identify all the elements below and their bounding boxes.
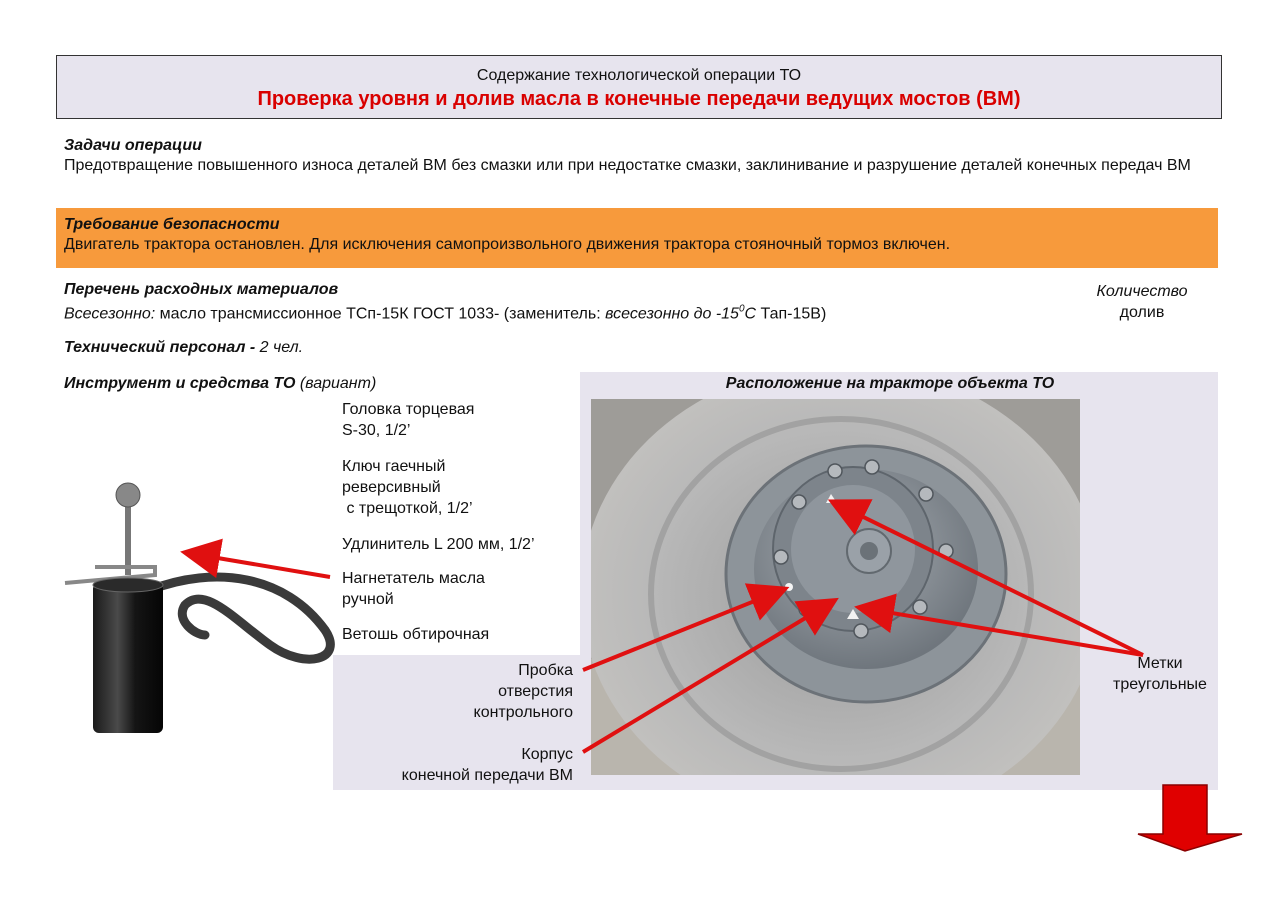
staff-label: Технический персонал - xyxy=(64,339,260,356)
tools-heading: Инструмент и средства ТО xyxy=(64,375,296,392)
materials-oil: масло трансмиссионное ТСп-15К ГОСТ 1033- (заменитель: xyxy=(155,305,606,323)
tool-rags: Ветошь обтирочная xyxy=(342,626,490,643)
materials-season-alt: всесезонно до -15 xyxy=(605,305,739,323)
materials-heading: Перечень расходных материалов xyxy=(64,281,339,298)
materials-season: Всесезонно: xyxy=(64,305,156,323)
location-title: Расположение на тракторе объекта ТО xyxy=(725,375,1055,392)
tasks-heading: Задачи операции xyxy=(64,137,202,154)
safety-heading: Требование безопасности xyxy=(64,216,280,233)
quantity-value: долив xyxy=(1119,304,1165,321)
arrow-upper-mark xyxy=(835,503,1143,655)
arrow-inspection-plug xyxy=(583,590,782,670)
header-subtitle: Содержание технологической операции ТО xyxy=(476,67,802,84)
tool-socket: Головка торцевая S-30, 1/2’ xyxy=(342,401,475,439)
page-title: Проверка уровня и долив масла в конечные передачи ведущих мостов (ВМ) xyxy=(257,88,1021,110)
safety-text: Двигатель трактора остановлен. Для исключения самопроизвольного движения трактора стояночный тормоз включен. xyxy=(64,236,951,253)
arrow-lower-mark xyxy=(862,608,1143,655)
quantity-label: Количество xyxy=(1096,283,1188,300)
tool-oil-pump: Нагнетатель масла ручной xyxy=(342,570,485,608)
next-page-arrow-icon[interactable] xyxy=(1135,784,1245,854)
arrow-final-drive-housing xyxy=(583,602,832,752)
staff-value: 2 чел. xyxy=(259,339,304,356)
tool-extension: Удлинитель L 200 мм, 1/2’ xyxy=(342,536,535,553)
materials-alt: Тап-15В) xyxy=(756,305,827,323)
label-final-drive-housing: Корпус конечной передачи ВМ xyxy=(401,746,573,784)
arrow-oil-pump xyxy=(188,553,330,577)
degree-c: С xyxy=(744,305,757,323)
tools-variant: (вариант) xyxy=(295,375,377,392)
tool-ratchet: Ключ гаечный реверсивный с трещоткой, 1/2’ xyxy=(342,458,473,517)
label-inspection-plug: Пробка отверстия контрольного xyxy=(473,662,573,721)
label-triangle-marks: Метки треугольные xyxy=(1113,655,1207,693)
degree-sup: 0 xyxy=(738,304,745,315)
tasks-text: Предотвращение повышенного износа деталей ВМ без смазки или при недостатке смазки, заклинивание и разрушение деталей конечных передач ВМ xyxy=(64,157,1191,174)
